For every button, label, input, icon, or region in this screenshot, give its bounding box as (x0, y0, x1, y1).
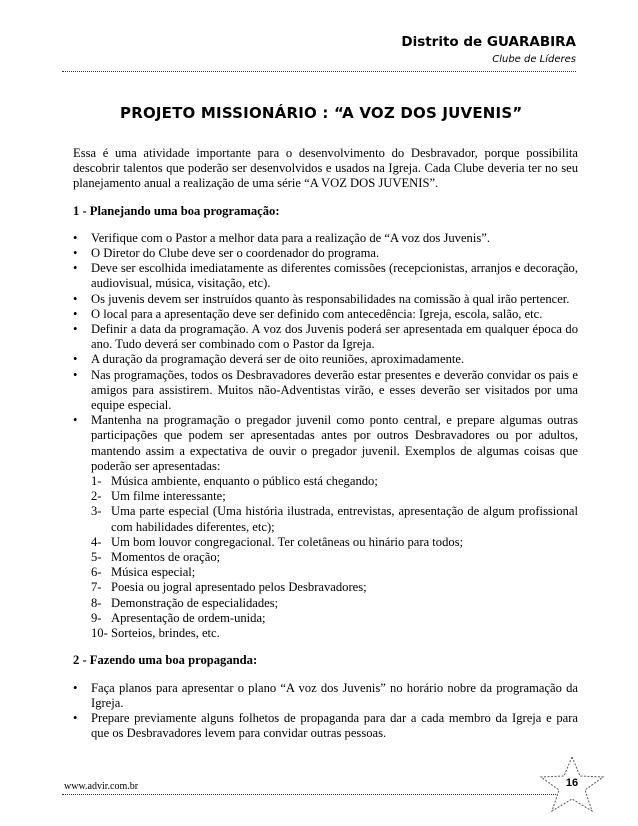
example-item (91, 489, 578, 504)
bullet-icon: • (73, 352, 78, 367)
document-body (73, 146, 578, 741)
example-number: 1- (91, 474, 102, 489)
list-item-text: Faça planos para apresentar o plano “A voz dos Juvenis” no horário nobre da programação da Igreja. (91, 680, 578, 710)
example-number: 4- (91, 534, 102, 549)
example-item (91, 580, 578, 595)
example-text: Música ambiente, enquanto o público está chegando; (111, 474, 378, 489)
example-number: 8- (91, 595, 102, 610)
example-number: 6- (91, 565, 102, 580)
footer-url: www.advir.com.br (64, 781, 139, 792)
section1-list (73, 231, 578, 641)
example-text: Uma parte especial (Uma história ilustrada, entrevistas, apresentação de algum profissional com habilidades diferentes, etc); (111, 504, 578, 534)
footer-divider (62, 794, 576, 795)
list-item (73, 711, 578, 741)
page-number: 16 (565, 777, 579, 789)
example-number: 9- (91, 610, 102, 625)
example-item (91, 611, 578, 626)
list-item-text: O local para a apresentação deve ser definido com antecedência: Igreja, escola, salão, etc. (91, 306, 543, 321)
page-title: PROJETO MISSIONÁRIO : “A VOZ DOS JUVENIS” (120, 104, 523, 122)
example-item (91, 626, 578, 641)
example-text: Sorteios, brindes, etc. (111, 626, 220, 641)
list-item (73, 681, 578, 711)
section2-heading: 2 - Fazendo uma boa propaganda: (73, 653, 258, 668)
example-number: 10- (91, 626, 108, 641)
list-item-text: Os juvenis devem ser instruídos quanto às responsabilidades na comissão à qual irão pertencer. (91, 291, 570, 306)
example-text: Demonstração de especialidades; (111, 595, 279, 610)
list-item-text: Deve ser escolhida imediatamente as diferentes comissões (recepcionistas, arranjos e decoração, audiovisual, música, visitação, etc). (91, 261, 578, 291)
list-item (73, 352, 578, 367)
examples-list (91, 474, 578, 641)
example-item (91, 504, 578, 534)
example-text: Apresentação de ordem-unida; (111, 610, 266, 625)
list-item-text: Verifique com o Pastor a melhor data para a realização de “A voz dos Juvenis”. (91, 230, 490, 245)
list-item-text: Mantenha na programação o pregador juvenil como ponto central, e prepare algumas outras participações que podem ser apresentadas antes por outros Desbravadores ou por adultos, mantendo assim a expectativa de ouvir o pregador juvenil. Exemplos de algumas coisas que poderão ser apresentadas: (91, 413, 578, 473)
example-number: 5- (91, 550, 102, 565)
header-divider (62, 71, 576, 72)
example-number: 2- (91, 489, 102, 504)
example-item (91, 535, 578, 550)
list-item-text: A duração da programação deverá ser de oito reuniões, aproximadamente. (91, 352, 465, 367)
list-item (73, 307, 578, 322)
district-title: Distrito de GUARABIRA (401, 34, 576, 50)
bullet-icon: • (73, 246, 78, 261)
bullet-icon: • (73, 367, 78, 382)
list-item (73, 246, 578, 261)
example-text: Um bom louvor congregacional. Ter coletâneas ou hinário para todos; (111, 534, 464, 549)
list-item (73, 322, 578, 352)
list-item (73, 292, 578, 307)
list-item (73, 261, 578, 291)
bullet-icon: • (73, 710, 78, 725)
list-item (73, 413, 578, 641)
list-item-text: Definir a data da programação. A voz dos Juvenis poderá ser apresentada em qualquer época do ano. Tudo deverá ser combinado com o Pastor da Igreja. (91, 322, 578, 352)
example-item (91, 474, 578, 489)
list-item-text: Prepare previamente alguns folhetos de propaganda para dar a cada membro da Igreja e para que os Desbravadores levem para convidar outras pessoas. (91, 710, 578, 741)
section2-list (73, 681, 578, 742)
example-number: 3- (91, 504, 102, 519)
example-text: Momentos de oração; (111, 550, 221, 565)
bullet-icon: • (73, 322, 78, 337)
bullet-icon: • (73, 680, 78, 695)
list-item (73, 368, 578, 414)
bullet-icon: • (73, 261, 78, 276)
example-text: Música especial; (111, 565, 196, 580)
list-item-text: Nas programações, todos os Desbravadores deverão estar presentes e deverão convidar os pais e amigos para assistirem. Muitos não-Adventistas virão, e esses deverão ser visitados por uma equipe especial. (91, 367, 578, 413)
example-text: Poesia ou jogral apresentado pelos Desbravadores; (111, 580, 367, 595)
bullet-icon: • (73, 291, 78, 306)
example-item (91, 596, 578, 611)
example-number: 7- (91, 580, 102, 595)
list-item-text: O Diretor do Clube deve ser o coordenador do programa. (91, 246, 380, 261)
bullet-icon: • (73, 413, 78, 428)
example-item (91, 550, 578, 565)
bullet-icon: • (73, 230, 78, 245)
intro-paragraph: Essa é uma atividade importante para o desenvolvimento do Desbravador, porque possibilita descobrir talentos que poderão ser desenvolvidos e usados na Igreja. Cada Clube deveria ter no seu planejamento anual a realização de uma série “A VOZ DOS JUVENIS”. (73, 146, 578, 191)
example-text: Um filme interessante; (111, 489, 226, 504)
list-item (73, 231, 578, 246)
club-subtitle: Clube de Líderes (492, 54, 576, 65)
example-item (91, 565, 578, 580)
bullet-icon: • (73, 306, 78, 321)
section1-heading: 1 - Planejando uma boa programação: (73, 203, 280, 218)
